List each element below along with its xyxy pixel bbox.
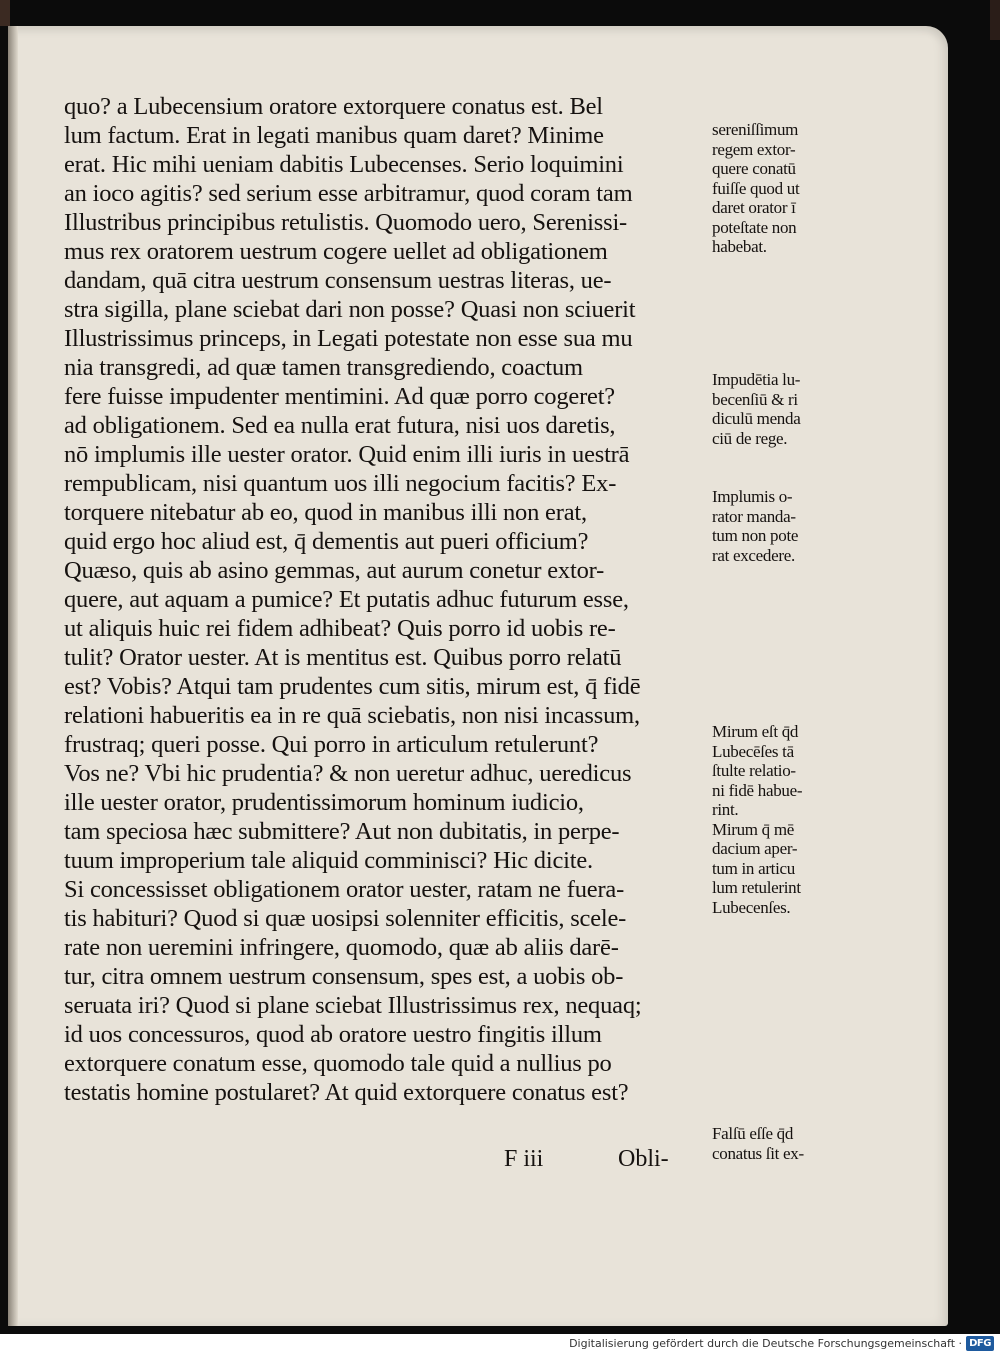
main-text-block <box>64 92 714 1107</box>
margin-note-3 <box>712 487 862 565</box>
text-line: tuum improperium tale aliquid comminisci? Hic dicite. <box>64 847 593 874</box>
margin-note-line: regem extor- <box>712 139 796 159</box>
text-line: ille uester orator, prudentissimorum hominum iudicio, <box>64 789 584 816</box>
text-line: tam speciosa hæc submittere? Aut non dubitatis, in perpe- <box>64 818 620 845</box>
margin-note-line: habebat. <box>712 237 767 256</box>
margin-note-line: fuiſſe quod ut <box>712 178 800 198</box>
text-line: ut aliquis huic rei fidem adhibeat? Quis porro id uobis re- <box>64 615 616 642</box>
binding-edge <box>0 0 10 26</box>
margin-note-line: ni fidē habue- <box>712 780 803 800</box>
text-line: dandam, quā citra uestrum consensum uestras literas, ue- <box>64 267 612 294</box>
page-gutter-shadow <box>8 26 18 1326</box>
text-line: rate non ueremini infringere, quomodo, quæ ab aliis darē- <box>64 934 619 961</box>
margin-note-line: daret orator ī <box>712 198 796 217</box>
text-line: mus rex oratorem uestrum cogere uellet ad obligationem <box>64 238 608 265</box>
text-line: tis habituri? Quod si quæ uosipsi solenniter efficitis, scele- <box>64 905 627 932</box>
margin-note-line: rint. <box>712 800 739 819</box>
text-line: torquere nitebatur ab eo, quod in manibus illi non erat, <box>64 499 587 526</box>
text-line: an ioco agitis? sed serium esse arbitramur, quod coram tam <box>64 180 633 207</box>
text-line: quid ergo hoc aliud est, q̄ dementis aut pueri officium? <box>64 528 589 555</box>
text-line: Illustribus principibus retulistis. Quomodo uero, Serenissi- <box>64 209 628 236</box>
text-line: tur, citra omnem uestrum consensum, spes est, a uobis ob- <box>64 963 624 990</box>
margin-note-line: tum in articu <box>712 858 795 878</box>
margin-note-5 <box>712 1124 862 1163</box>
margin-note-line: becenſiū & ri <box>712 389 798 409</box>
margin-note-line: conatus ſit ex- <box>712 1143 804 1163</box>
margin-note-line: lum retulerint <box>712 878 801 897</box>
dfg-logo-icon: DFG <box>966 1336 994 1351</box>
margin-note-4 <box>712 722 862 917</box>
margin-note-2 <box>712 370 862 448</box>
margin-note-line: diculū menda <box>712 409 801 428</box>
text-line: nō implumis ille uester orator. Quid enim illi iuris in uestrā <box>64 441 630 468</box>
margin-note-line: Lubecēſes tā <box>712 741 794 761</box>
text-line: nia transgredi, ad quæ tamen transgrediendo, coactum <box>64 354 583 381</box>
text-line: Quæso, quis ab asino gemmas, aut aurum conetur extor- <box>64 557 605 584</box>
margin-note-line: Mirum q̄ mē <box>712 819 794 839</box>
text-line: Illustrissimus princeps, in Legati potestate non esse sua mu <box>64 325 633 352</box>
margin-note-line: Impudētia lu- <box>712 370 801 389</box>
margin-note-line: ciū de rege. <box>712 428 788 448</box>
text-line: Si concessisset obligationem orator uester, ratam ne fuera- <box>64 876 625 903</box>
text-line: Vos ne? Vbi hic prudentia? & non ueretur adhuc, ueredicus <box>64 760 632 787</box>
margin-note-line: tum non pote <box>712 526 799 545</box>
text-line: quo? a Lubecensium oratore extorquere conatus est. Bel <box>64 93 603 120</box>
text-line: est? Vobis? Atqui tam prudentes cum sitis, mirum est, q̄ fidē <box>64 673 641 700</box>
text-line: rempublicam, nisi quantum uos illi negocium facitis? Ex- <box>64 470 617 497</box>
text-line: erat. Hic mihi ueniam dabitis Lubecenses. Serio loquimini <box>64 151 624 178</box>
funding-credit: Digitalisierung gefördert durch die Deutsche Forschungsgemeinschaft · <box>569 1337 962 1350</box>
margin-note-line: poteſtate non <box>712 217 797 237</box>
text-line: tulit? Orator uester. At is mentitus est. Quibus porro relatū <box>64 644 622 671</box>
margin-note-line: dacium aper- <box>712 839 798 858</box>
footer-bar <box>0 1334 1000 1355</box>
binding-edge-right <box>990 0 1000 40</box>
margin-note-line: rator manda- <box>712 506 796 526</box>
margin-note-line: Lubecenſes. <box>712 897 791 917</box>
margin-note-line: rat excedere. <box>712 545 795 565</box>
margin-note-line: Mirum eſt q̄d <box>712 722 799 741</box>
text-line: relationi habueritis ea in re quā sciebatis, non nisi incassum, <box>64 702 640 729</box>
text-line: ad obligationem. Sed ea nulla erat futura, nisi uos daretis, <box>64 412 616 439</box>
margin-note-line: ſtulte relatio- <box>712 761 796 780</box>
text-line: testatis homine postularet? At quid extorquere conatus est? <box>64 1079 629 1106</box>
catchword: Obli- <box>618 1146 669 1172</box>
text-line: extorquere conatum esse, quomodo tale quid a nullius po <box>64 1050 612 1077</box>
margin-note-line: quere conatū <box>712 159 796 178</box>
text-line: stra sigilla, plane sciebat dari non posse? Quasi non sciuerit <box>64 296 636 323</box>
margin-note-line: Falſū eſſe q̄d <box>712 1124 794 1143</box>
text-line: lum factum. Erat in legati manibus quam daret? Minime <box>64 122 604 149</box>
text-line: fere fuisse impudenter mentimini. Ad quæ porro cogeret? <box>64 383 615 410</box>
margin-note-line: sereniſſimum <box>712 120 799 139</box>
text-line: quere, aut aquam a pumice? Et putatis adhuc futurum esse, <box>64 586 629 613</box>
text-line: id uos concessuros, quod ab oratore uestro fingitis illum <box>64 1021 602 1048</box>
margin-note-1 <box>712 120 862 257</box>
margin-note-line: Implumis o- <box>712 487 793 506</box>
signature-mark: F iii <box>504 1146 544 1172</box>
text-line: seruata iri? Quod si plane sciebat Illustrissimus rex, nequaq; <box>64 992 642 1019</box>
text-line: frustraq; queri posse. Qui porro in articulum retulerunt? <box>64 731 599 758</box>
